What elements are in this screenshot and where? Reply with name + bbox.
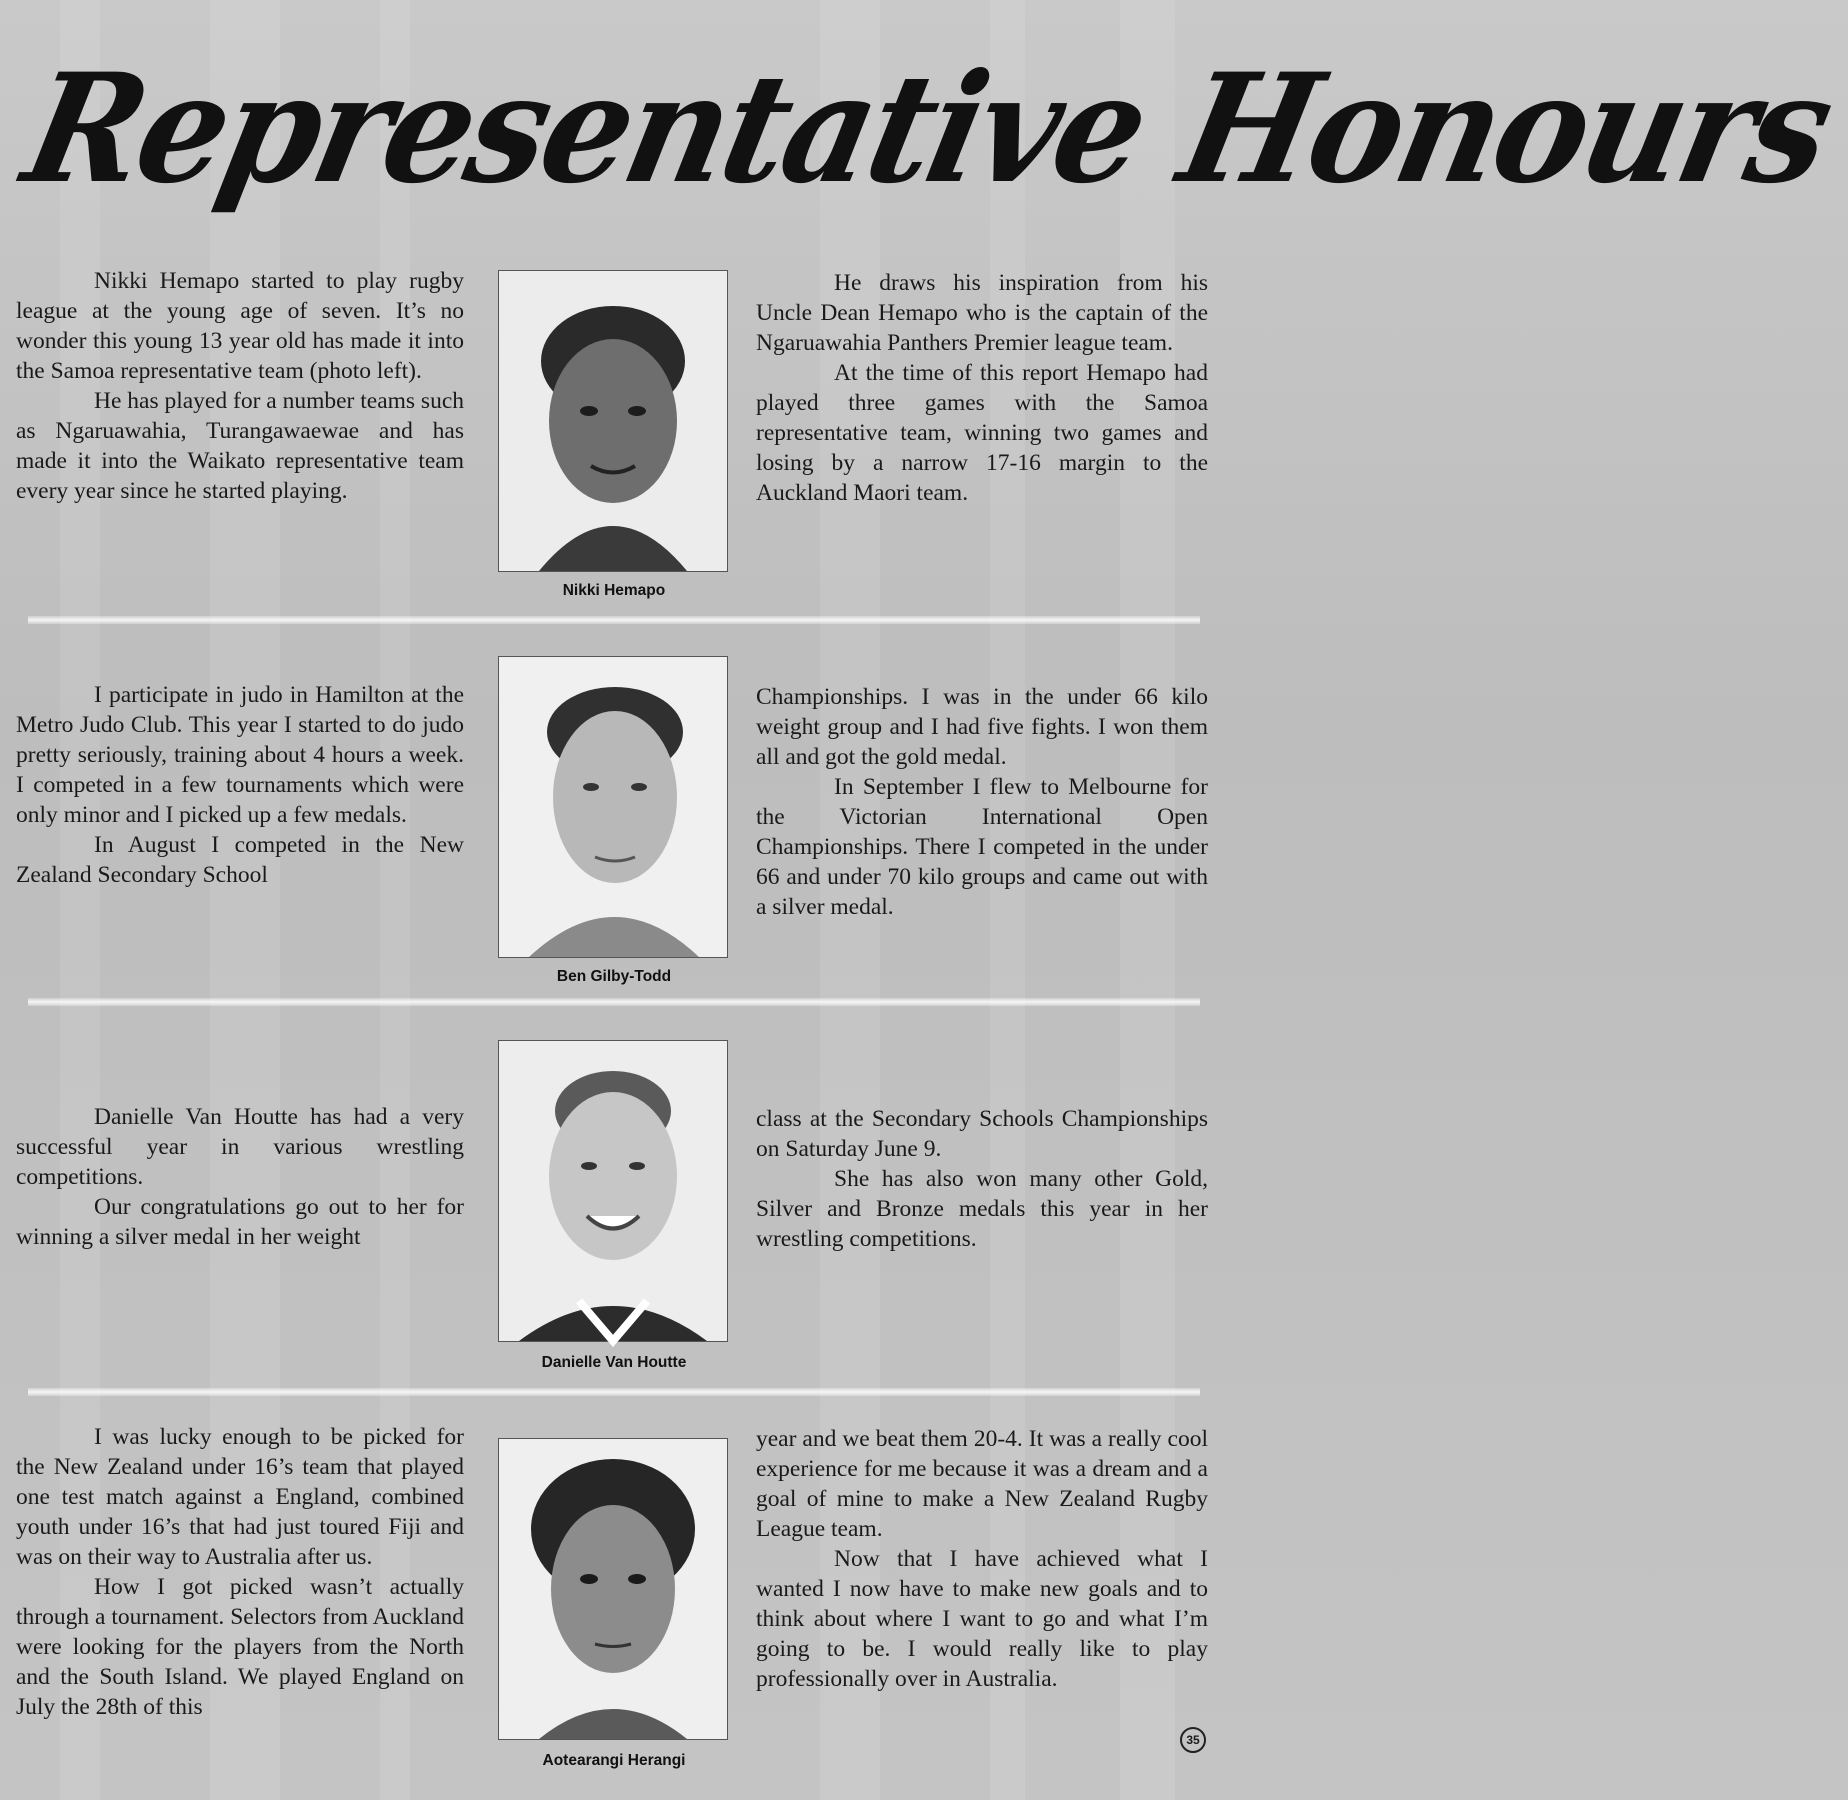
portrait-photo-3	[498, 1040, 728, 1342]
paragraph: Our congratulations go out to her for winning a silver medal in her weight	[16, 1194, 464, 1250]
photo-caption: Nikki Hemapo	[562, 582, 666, 599]
section-3-left-text	[16, 1102, 464, 1252]
paragraph: I was lucky enough to be picked for the New Zealand under 16’s team that played one test match against a England, combined youth under 16’s that had just toured Fiji and was on their way to Australia after us.	[16, 1424, 464, 1570]
portrait-photo-4	[498, 1438, 728, 1740]
page-title: Representative Honours	[11, 41, 1844, 217]
paragraph: class at the Secondary Schools Championships on Saturday June 9.	[756, 1106, 1208, 1162]
paragraph: At the time of this report Hemapo had played three games with the Samoa representative team, winning two games and losing by a narrow 17-16 margin to the Auckland Maori team.	[756, 360, 1208, 506]
person-photo-icon	[499, 271, 727, 571]
paragraph: He draws his inspiration from his Uncle Dean Hemapo who is the captain of the Ngaruawahia Panthers Premier league team.	[756, 270, 1208, 356]
section-4-left-text	[16, 1422, 464, 1722]
paragraph: He has played for a number teams such as Ngaruawahia, Turangawaewae and has made it into the Waikato representative team every year since he started playing.	[16, 388, 464, 504]
person-photo-icon	[499, 1041, 727, 1341]
paragraph: She has also won many other Gold, Silver and Bronze medals this year in her wrestling competitions.	[756, 1166, 1208, 1252]
section-3-right-text	[756, 1104, 1208, 1254]
paragraph: Nikki Hemapo started to play rugby league at the young age of seven. It’s no wonder this young 13 year old has made it into the Samoa representative team (photo left).	[16, 268, 464, 384]
photo-caption: Aotearangi Herangi	[542, 1752, 686, 1769]
section-2-right-text	[756, 682, 1208, 922]
paragraph: Danielle Van Houtte has had a very successful year in various wrestling competitions.	[16, 1104, 464, 1190]
section-divider	[28, 616, 1200, 624]
section-1-right-text	[756, 268, 1208, 508]
photo-caption: Ben Gilby-Todd	[556, 968, 672, 985]
photo-caption: Danielle Van Houtte	[541, 1354, 687, 1371]
section-divider	[28, 1388, 1200, 1396]
person-photo-icon	[499, 1439, 727, 1739]
portrait-photo-1	[498, 270, 728, 572]
portrait-photo-2	[498, 656, 728, 958]
section-divider	[28, 998, 1200, 1006]
person-photo-icon	[499, 657, 727, 957]
section-4-right-text	[756, 1424, 1208, 1694]
paragraph: In September I flew to Melbourne for the Victorian International Open Championships. There I competed in the under 66 and under 70 kilo groups and came out with a silver medal.	[756, 774, 1208, 920]
section-1-left-text	[16, 266, 464, 506]
paragraph: Now that I have achieved what I wanted I now have to make new goals and to think about where I want to go and what I’m going to be. I would really like to play professionally over in Australia.	[756, 1546, 1208, 1692]
paragraph: In August I competed in the New Zealand Secondary School	[16, 832, 464, 888]
paragraph: I participate in judo in Hamilton at the Metro Judo Club. This year I started to do judo pretty seriously, training about 4 hours a week. I competed in a few tournaments which were only minor and I picked up a few medals.	[16, 682, 464, 828]
paragraph: How I got picked wasn’t actually through a tournament. Selectors from Auckland were looking for the players from the North and the South Island. We played England on July the 28th of this	[16, 1574, 464, 1720]
page-number: 35	[1180, 1727, 1206, 1753]
paragraph: Championships. I was in the under 66 kilo weight group and I had five fights. I won them all and got the gold medal.	[756, 684, 1208, 770]
paragraph: year and we beat them 20-4. It was a really cool experience for me because it was a dream and a goal of mine to make a New Zealand Rugby League team.	[756, 1426, 1208, 1542]
section-2-left-text	[16, 680, 464, 890]
